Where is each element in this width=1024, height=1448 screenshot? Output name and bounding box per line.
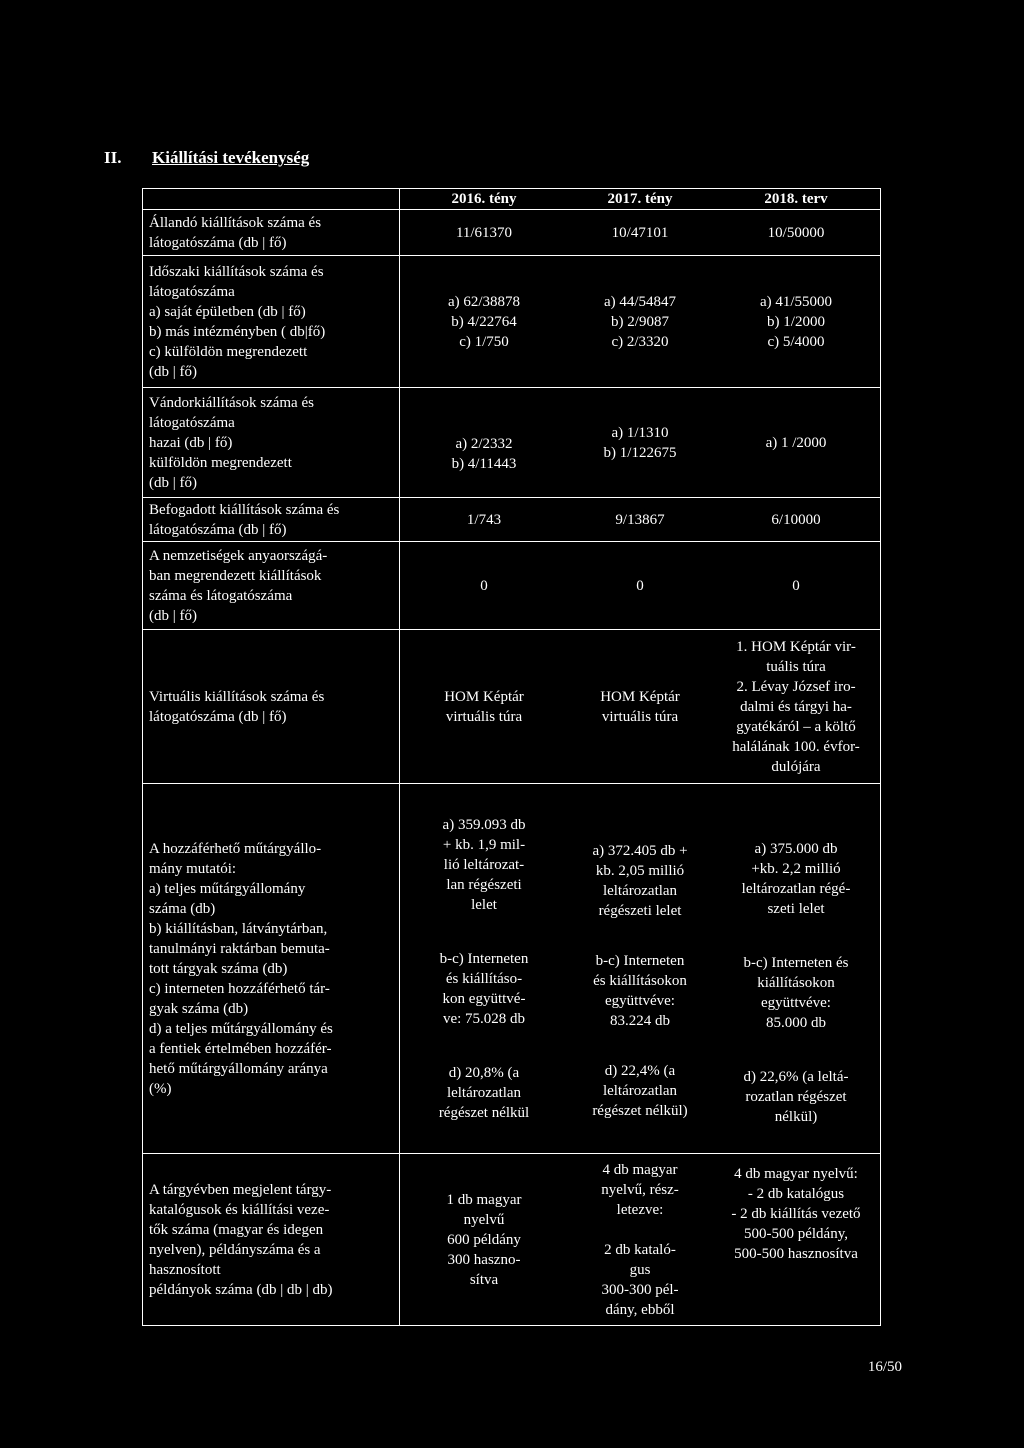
value-2017: 4 db magyar nyelvű, rész- letezve: 2 db kataló- gus 300-300 pél- dány, ebből	[601, 1161, 679, 1318]
section-heading	[104, 148, 309, 168]
row-label: A hozzáférhető műtárgyállo- mány mutatói: a) teljes műtárgyállomány száma (db) b) kiállításban, látványtárban, tanulmányi raktárban bemuta- tott tárgyak száma (db) c) interneten hozzáférhető tár- gyak száma (db) d) a teljes műtárgyállomány és a fentiek értelmében hozzáfér- hető műtárgyállomány aránya (%)	[143, 784, 400, 1154]
value-2016: HOM Képtár virtuális túra	[444, 688, 524, 725]
value-2016-a: a) 359.093 db + kb. 1,9 mil- lió leltározat- lan régészeti lelet	[442, 816, 526, 913]
table-row	[143, 388, 881, 498]
value-2017: a) 44/54847 b) 2/9087 c) 2/3320	[603, 293, 677, 350]
table-row	[143, 784, 881, 1154]
page-number: 16/50	[867, 1359, 902, 1375]
header-2018: 2018. terv	[764, 191, 828, 207]
row-label: Vándorkiállítások száma és látogatószáma hazai (db | fő) külföldön megrendezett (db | fő)	[143, 388, 400, 498]
value-2017-d: d) 22,4% (a leltározatlan régészet nélkül)	[592, 1062, 688, 1119]
table-row	[143, 256, 881, 388]
value-2018-a: a) 375.000 db +kb. 2,2 millió leltározatlan régé- szeti lelet	[741, 840, 851, 917]
value-2018: a) 41/55000 b) 1/2000 c) 5/4000	[759, 293, 833, 350]
value-2018-d: d) 22,6% (a leltá- rozatlan régészet nélkül)	[743, 1068, 849, 1125]
value-2016: a) 2/2332 b) 4/11443	[451, 435, 517, 472]
value-2016: 11/61370	[455, 224, 513, 241]
value-2018: 1. HOM Képtár vir- tuális túra 2. Lévay József iro- dalmi és tárgyi ha- gyatékáról – a költő halálának 100. évfor- dulójára	[732, 638, 860, 775]
value-2018: 0	[792, 577, 800, 594]
row-label: Befogadott kiállítások száma és látogatószáma (db | fő)	[143, 498, 400, 542]
value-2017: HOM Képtár virtuális túra	[600, 688, 680, 725]
row-label: A tárgyévben megjelent tárgy- katalógusok és kiállítási veze- tők száma (magyar és idegen nyelven), példányszáma és a hasznosított példányok száma (db | db | db)	[143, 1154, 400, 1326]
table-header-row	[143, 189, 881, 210]
table-row	[143, 630, 881, 784]
value-2016: 0	[480, 577, 488, 594]
value-2017: a) 1/1310 b) 1/122675	[603, 424, 677, 461]
section-number: II.	[104, 148, 122, 167]
exhibition-table	[142, 188, 881, 1326]
value-2016-bc: b-c) Interneten és kiállításo- kon együttvé- ve: 75.028 db	[439, 950, 529, 1027]
value-2017: 9/13867	[615, 511, 665, 528]
row-label: Időszaki kiállítások száma és látogatószáma a) saját épületben (db | fő) b) más intézményben ( db|fő) c) külföldön megrendezett (db | fő)	[143, 256, 400, 388]
value-2016: 1/743	[466, 511, 502, 528]
row-label: Állandó kiállítások száma és látogatószáma (db | fő)	[143, 210, 400, 256]
section-title: Kiállítási tevékenység	[152, 148, 310, 167]
row-label: A nemzetiségek anyaországá- ban megrendezett kiállítások száma és látogatószáma (db | fő)	[143, 542, 400, 630]
row-label: Virtuális kiállítások száma és látogatószáma (db | fő)	[143, 630, 400, 784]
value-2016-d: d) 20,8% (a leltározatlan régészet nélkül	[438, 1064, 530, 1121]
value-2018-bc: b-c) Interneten és kiállításokon együttvéve: 85.000 db	[743, 954, 849, 1031]
header-empty-cell	[143, 189, 400, 210]
header-2016: 2016. tény	[451, 191, 517, 207]
value-2017: 0	[636, 577, 644, 594]
value-2018	[718, 811, 874, 1127]
table-row	[143, 498, 881, 542]
table-row	[143, 1154, 881, 1326]
value-2017	[562, 811, 718, 1127]
value-2016: a) 62/38878 b) 4/22764 c) 1/750	[447, 293, 521, 350]
header-2017: 2017. tény	[607, 191, 673, 207]
value-2017-bc: b-c) Interneten és kiállításokon együttvéve: 83.224 db	[593, 952, 687, 1029]
value-2017: 10/47101	[611, 224, 669, 241]
table-row	[143, 542, 881, 630]
value-2016: 1 db magyar nyelvű 600 példány 300 haszno- sítva	[446, 1191, 522, 1288]
value-2018: a) 1 /2000	[765, 434, 827, 451]
value-2018: 6/10000	[771, 511, 821, 528]
value-2018: 4 db magyar nyelvű: - 2 db katalógus - 2 db kiállítás vezető 500-500 példány, 500-500 hasznosítva	[731, 1165, 861, 1262]
table-row	[143, 210, 881, 256]
value-2018: 10/50000	[767, 224, 825, 241]
value-2016	[406, 811, 562, 1127]
value-2017-a: a) 372.405 db + kb. 2,05 millió leltározatlan régészeti lelet	[592, 842, 688, 919]
